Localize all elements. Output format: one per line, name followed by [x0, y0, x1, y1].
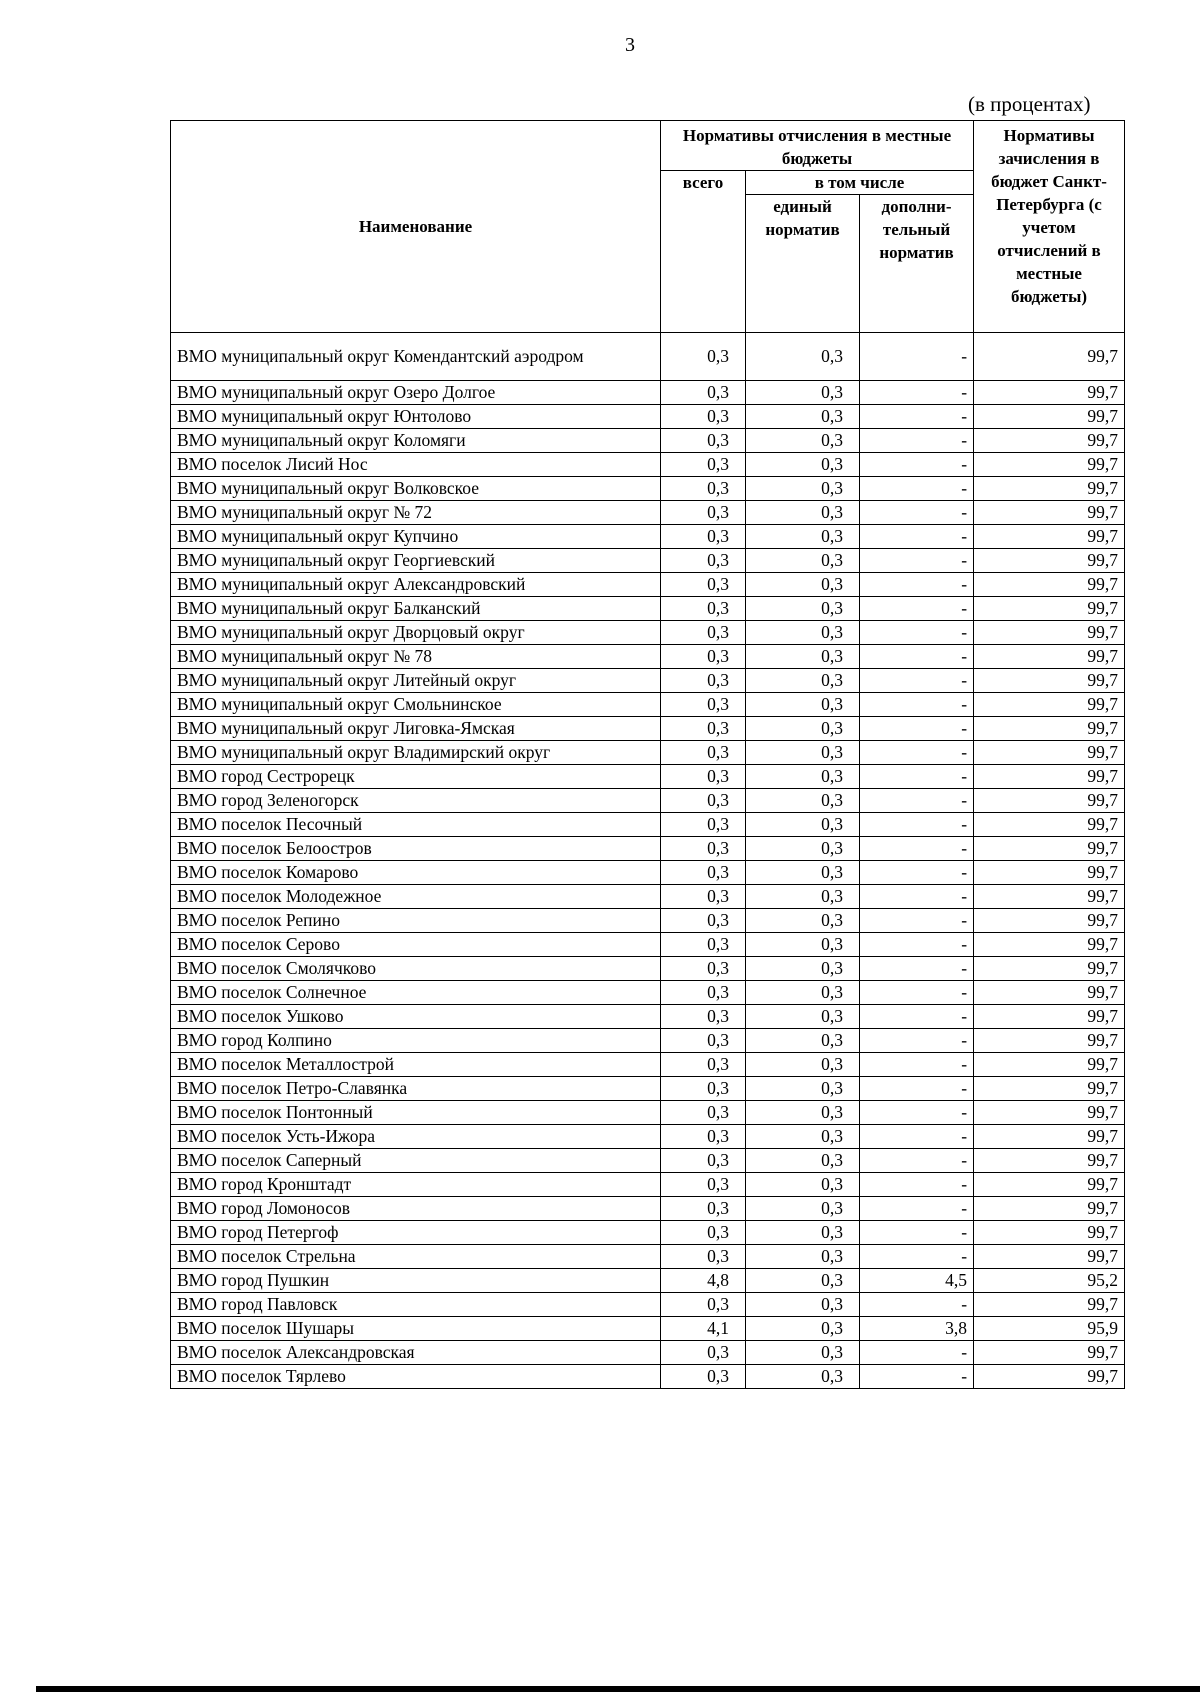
table-row: [171, 837, 1125, 861]
scan-edge-bar: [36, 1686, 1200, 1692]
table-row: [171, 1053, 1125, 1077]
row-name: ВМО муниципальный округ Смольнинское: [171, 693, 661, 717]
row-total: 0,3: [661, 1341, 746, 1365]
row-unified: 0,3: [746, 1365, 860, 1389]
table-row: [171, 909, 1125, 933]
row-total: 0,3: [661, 981, 746, 1005]
row-additional: -: [860, 333, 974, 381]
row-additional: -: [860, 573, 974, 597]
row-total: 0,3: [661, 1149, 746, 1173]
row-unified: 0,3: [746, 1053, 860, 1077]
row-additional: -: [860, 1149, 974, 1173]
row-total: 0,3: [661, 1029, 746, 1053]
table-row: [171, 429, 1125, 453]
row-spb: 99,7: [974, 1077, 1125, 1101]
row-name: ВМО муниципальный округ Волковское: [171, 477, 661, 501]
row-additional: -: [860, 453, 974, 477]
table-row: [171, 789, 1125, 813]
row-additional: -: [860, 597, 974, 621]
header-name: Наименование: [171, 121, 661, 333]
row-unified: 0,3: [746, 1101, 860, 1125]
row-total: 0,3: [661, 885, 746, 909]
row-name: ВМО муниципальный округ Александровский: [171, 573, 661, 597]
row-name: ВМО город Пушкин: [171, 1269, 661, 1293]
row-name: ВМО муниципальный округ Озеро Долгое: [171, 381, 661, 405]
row-total: 0,3: [661, 957, 746, 981]
row-unified: 0,3: [746, 597, 860, 621]
row-additional: -: [860, 957, 974, 981]
table-row: [171, 453, 1125, 477]
row-unified: 0,3: [746, 429, 860, 453]
table-row: [171, 597, 1125, 621]
row-spb: 99,7: [974, 597, 1125, 621]
row-spb: 99,7: [974, 573, 1125, 597]
row-total: 4,1: [661, 1317, 746, 1341]
table-row: [171, 1317, 1125, 1341]
row-additional: -: [860, 549, 974, 573]
row-additional: -: [860, 1173, 974, 1197]
header-additional: дополни-тельный норматив: [860, 195, 974, 333]
row-unified: 0,3: [746, 1293, 860, 1317]
row-total: 0,3: [661, 1221, 746, 1245]
row-unified: 0,3: [746, 405, 860, 429]
row-additional: -: [860, 477, 974, 501]
row-unified: 0,3: [746, 1245, 860, 1269]
row-unified: 0,3: [746, 717, 860, 741]
table-row: [171, 1221, 1125, 1245]
row-name: ВМО муниципальный округ Георгиевский: [171, 549, 661, 573]
table-row: [171, 621, 1125, 645]
row-total: 0,3: [661, 741, 746, 765]
row-spb: 99,7: [974, 885, 1125, 909]
row-total: 0,3: [661, 1245, 746, 1269]
row-spb: 99,7: [974, 1197, 1125, 1221]
row-additional: -: [860, 381, 974, 405]
row-spb: 99,7: [974, 765, 1125, 789]
row-name: ВМО город Ломоносов: [171, 1197, 661, 1221]
table-row: [171, 1269, 1125, 1293]
table-row: [171, 741, 1125, 765]
table-row: [171, 717, 1125, 741]
row-unified: 0,3: [746, 693, 860, 717]
row-total: 0,3: [661, 837, 746, 861]
row-additional: -: [860, 1125, 974, 1149]
row-spb: 99,7: [974, 453, 1125, 477]
row-spb: 99,7: [974, 1053, 1125, 1077]
row-unified: 0,3: [746, 813, 860, 837]
row-unified: 0,3: [746, 645, 860, 669]
row-additional: -: [860, 717, 974, 741]
row-spb: 99,7: [974, 693, 1125, 717]
row-unified: 0,3: [746, 933, 860, 957]
row-name: ВМО город Колпино: [171, 1029, 661, 1053]
table-row: [171, 1293, 1125, 1317]
table-row: [171, 525, 1125, 549]
table-row: [171, 693, 1125, 717]
row-total: 0,3: [661, 333, 746, 381]
row-spb: 99,7: [974, 381, 1125, 405]
table-row: [171, 549, 1125, 573]
row-additional: -: [860, 1053, 974, 1077]
row-spb: 99,7: [974, 1173, 1125, 1197]
row-additional: -: [860, 837, 974, 861]
row-unified: 0,3: [746, 1221, 860, 1245]
row-name: ВМО поселок Саперный: [171, 1149, 661, 1173]
row-name: ВМО муниципальный округ Владимирский округ: [171, 741, 661, 765]
row-total: 0,3: [661, 1365, 746, 1389]
row-unified: 0,3: [746, 837, 860, 861]
row-total: 0,3: [661, 765, 746, 789]
row-spb: 99,7: [974, 621, 1125, 645]
table-row: [171, 573, 1125, 597]
table-row: [171, 669, 1125, 693]
row-additional: -: [860, 981, 974, 1005]
table-header: [171, 121, 1125, 333]
row-additional: -: [860, 693, 974, 717]
row-name: ВМО муниципальный округ № 72: [171, 501, 661, 525]
row-name: ВМО город Павловск: [171, 1293, 661, 1317]
row-spb: 99,7: [974, 1221, 1125, 1245]
row-unified: 0,3: [746, 1125, 860, 1149]
row-total: 0,3: [661, 453, 746, 477]
row-additional: -: [860, 1245, 974, 1269]
row-name: ВМО муниципальный округ Дворцовый округ: [171, 621, 661, 645]
row-spb: 99,7: [974, 1029, 1125, 1053]
row-spb: 99,7: [974, 741, 1125, 765]
row-name: ВМО город Кронштадт: [171, 1173, 661, 1197]
row-name: ВМО муниципальный округ Литейный округ: [171, 669, 661, 693]
row-total: 0,3: [661, 477, 746, 501]
header-spb-budget: Нормативы зачисления в бюджет Санкт-Петербурга (с учетом отчислений в местные бюджеты): [974, 121, 1125, 333]
row-name: ВМО поселок Песочный: [171, 813, 661, 837]
row-total: 0,3: [661, 645, 746, 669]
row-additional: -: [860, 525, 974, 549]
row-unified: 0,3: [746, 549, 860, 573]
row-unified: 0,3: [746, 1197, 860, 1221]
row-name: ВМО город Петергоф: [171, 1221, 661, 1245]
unit-note: (в процентах): [968, 92, 1091, 116]
page-number: 3: [625, 34, 635, 56]
row-spb: 99,7: [974, 1101, 1125, 1125]
row-unified: 0,3: [746, 765, 860, 789]
header-including: в том числе: [746, 171, 974, 195]
table-row: [171, 1125, 1125, 1149]
row-total: 0,3: [661, 1125, 746, 1149]
table-row: [171, 885, 1125, 909]
row-total: 4,8: [661, 1269, 746, 1293]
table-row: [171, 1197, 1125, 1221]
row-additional: -: [860, 1341, 974, 1365]
row-unified: 0,3: [746, 621, 860, 645]
row-spb: 99,7: [974, 861, 1125, 885]
row-total: 0,3: [661, 597, 746, 621]
row-additional: -: [860, 621, 974, 645]
row-name: ВМО поселок Ушково: [171, 1005, 661, 1029]
row-total: 0,3: [661, 909, 746, 933]
row-spb: 99,7: [974, 1149, 1125, 1173]
row-name: ВМО муниципальный округ Комендантский аэродром: [171, 333, 661, 381]
row-additional: -: [860, 1365, 974, 1389]
header-total: всего: [661, 171, 746, 333]
row-total: 0,3: [661, 405, 746, 429]
row-spb: 99,7: [974, 717, 1125, 741]
row-total: 0,3: [661, 621, 746, 645]
row-additional: -: [860, 765, 974, 789]
row-additional: -: [860, 1005, 974, 1029]
row-total: 0,3: [661, 1005, 746, 1029]
header-local-budgets: Нормативы отчисления в местные бюджеты: [661, 121, 974, 171]
row-name: ВМО поселок Солнечное: [171, 981, 661, 1005]
row-total: 0,3: [661, 525, 746, 549]
row-unified: 0,3: [746, 477, 860, 501]
table-row: [171, 405, 1125, 429]
table-row: [171, 861, 1125, 885]
row-total: 0,3: [661, 549, 746, 573]
row-spb: 99,7: [974, 957, 1125, 981]
row-unified: 0,3: [746, 1341, 860, 1365]
row-spb: 99,7: [974, 645, 1125, 669]
row-spb: 99,7: [974, 525, 1125, 549]
norms-table: [170, 120, 1125, 1389]
row-unified: 0,3: [746, 525, 860, 549]
row-name: ВМО поселок Молодежное: [171, 885, 661, 909]
row-total: 0,3: [661, 861, 746, 885]
row-total: 0,3: [661, 717, 746, 741]
row-total: 0,3: [661, 1101, 746, 1125]
row-additional: -: [860, 1077, 974, 1101]
row-spb: 99,7: [974, 789, 1125, 813]
row-unified: 0,3: [746, 333, 860, 381]
table-row: [171, 813, 1125, 837]
row-unified: 0,3: [746, 741, 860, 765]
row-total: 0,3: [661, 573, 746, 597]
row-total: 0,3: [661, 381, 746, 405]
row-unified: 0,3: [746, 1149, 860, 1173]
row-name: ВМО муниципальный округ № 78: [171, 645, 661, 669]
row-name: ВМО поселок Усть-Ижора: [171, 1125, 661, 1149]
row-total: 0,3: [661, 429, 746, 453]
row-unified: 0,3: [746, 573, 860, 597]
row-spb: 99,7: [974, 1341, 1125, 1365]
row-additional: -: [860, 933, 974, 957]
row-total: 0,3: [661, 1077, 746, 1101]
table-row: [171, 1245, 1125, 1269]
row-name: ВМО поселок Серово: [171, 933, 661, 957]
table-row: [171, 1005, 1125, 1029]
row-unified: 0,3: [746, 957, 860, 981]
row-total: 0,3: [661, 789, 746, 813]
row-additional: -: [860, 909, 974, 933]
row-additional: -: [860, 789, 974, 813]
table-body: [171, 333, 1125, 1389]
row-additional: -: [860, 645, 974, 669]
table-row: [171, 501, 1125, 525]
row-unified: 0,3: [746, 885, 860, 909]
row-name: ВМО поселок Комарово: [171, 861, 661, 885]
row-unified: 0,3: [746, 1173, 860, 1197]
row-name: ВМО поселок Александровская: [171, 1341, 661, 1365]
row-name: ВМО поселок Понтонный: [171, 1101, 661, 1125]
table-row: [171, 957, 1125, 981]
row-name: ВМО город Сестрорецк: [171, 765, 661, 789]
table-row: [171, 933, 1125, 957]
row-additional: -: [860, 813, 974, 837]
row-spb: 99,7: [974, 1005, 1125, 1029]
row-spb: 99,7: [974, 549, 1125, 573]
row-unified: 0,3: [746, 501, 860, 525]
row-total: 0,3: [661, 501, 746, 525]
row-name: ВМО поселок Стрельна: [171, 1245, 661, 1269]
row-additional: -: [860, 429, 974, 453]
row-name: ВМО поселок Металлострой: [171, 1053, 661, 1077]
table-row: [171, 645, 1125, 669]
row-additional: 3,8: [860, 1317, 974, 1341]
table-row: [171, 1149, 1125, 1173]
row-name: ВМО город Зеленогорск: [171, 789, 661, 813]
row-spb: 99,7: [974, 501, 1125, 525]
row-unified: 0,3: [746, 453, 860, 477]
row-name: ВМО поселок Репино: [171, 909, 661, 933]
row-additional: -: [860, 1197, 974, 1221]
table-row: [171, 477, 1125, 501]
row-name: ВМО поселок Лисий Нос: [171, 453, 661, 477]
table-row: [171, 1341, 1125, 1365]
row-unified: 0,3: [746, 1269, 860, 1293]
row-unified: 0,3: [746, 789, 860, 813]
row-spb: 99,7: [974, 477, 1125, 501]
row-spb: 99,7: [974, 1293, 1125, 1317]
row-additional: -: [860, 669, 974, 693]
table-row: [171, 1101, 1125, 1125]
row-unified: 0,3: [746, 909, 860, 933]
row-total: 0,3: [661, 1197, 746, 1221]
row-additional: -: [860, 1029, 974, 1053]
row-unified: 0,3: [746, 1005, 860, 1029]
header-unified: единый норматив: [746, 195, 860, 333]
row-additional: 4,5: [860, 1269, 974, 1293]
row-name: ВМО поселок Шушары: [171, 1317, 661, 1341]
row-unified: 0,3: [746, 1077, 860, 1101]
table-row: [171, 981, 1125, 1005]
table-row: [171, 1173, 1125, 1197]
row-spb: 99,7: [974, 837, 1125, 861]
row-name: ВМО муниципальный округ Купчино: [171, 525, 661, 549]
table-row: [171, 1029, 1125, 1053]
row-total: 0,3: [661, 1293, 746, 1317]
row-name: ВМО муниципальный округ Лиговка-Ямская: [171, 717, 661, 741]
row-total: 0,3: [661, 693, 746, 717]
row-additional: -: [860, 741, 974, 765]
row-name: ВМО поселок Смолячково: [171, 957, 661, 981]
row-name: ВМО муниципальный округ Юнтолово: [171, 405, 661, 429]
row-unified: 0,3: [746, 1029, 860, 1053]
row-spb: 99,7: [974, 909, 1125, 933]
row-additional: -: [860, 1293, 974, 1317]
row-name: ВМО поселок Тярлево: [171, 1365, 661, 1389]
row-unified: 0,3: [746, 981, 860, 1005]
table-row: [171, 333, 1125, 381]
row-spb: 99,7: [974, 669, 1125, 693]
row-spb: 99,7: [974, 981, 1125, 1005]
row-spb: 99,7: [974, 1245, 1125, 1269]
row-additional: -: [860, 1101, 974, 1125]
row-total: 0,3: [661, 669, 746, 693]
row-spb: 99,7: [974, 933, 1125, 957]
row-total: 0,3: [661, 933, 746, 957]
row-unified: 0,3: [746, 381, 860, 405]
row-name: ВМО муниципальный округ Коломяги: [171, 429, 661, 453]
row-spb: 99,7: [974, 1125, 1125, 1149]
row-spb: 99,7: [974, 813, 1125, 837]
table-row: [171, 1077, 1125, 1101]
row-name: ВМО муниципальный округ Балканский: [171, 597, 661, 621]
row-name: ВМО поселок Петро-Славянка: [171, 1077, 661, 1101]
row-additional: -: [860, 885, 974, 909]
row-additional: -: [860, 861, 974, 885]
row-total: 0,3: [661, 813, 746, 837]
row-additional: -: [860, 501, 974, 525]
table-row: [171, 765, 1125, 789]
row-name: ВМО поселок Белоостров: [171, 837, 661, 861]
row-additional: -: [860, 405, 974, 429]
row-total: 0,3: [661, 1173, 746, 1197]
row-total: 0,3: [661, 1053, 746, 1077]
row-spb: 99,7: [974, 429, 1125, 453]
row-additional: -: [860, 1221, 974, 1245]
row-spb: 99,7: [974, 333, 1125, 381]
row-unified: 0,3: [746, 669, 860, 693]
table-row: [171, 1365, 1125, 1389]
row-unified: 0,3: [746, 1317, 860, 1341]
row-spb: 95,2: [974, 1269, 1125, 1293]
row-unified: 0,3: [746, 861, 860, 885]
row-spb: 99,7: [974, 1365, 1125, 1389]
row-spb: 95,9: [974, 1317, 1125, 1341]
row-spb: 99,7: [974, 405, 1125, 429]
table-row: [171, 381, 1125, 405]
